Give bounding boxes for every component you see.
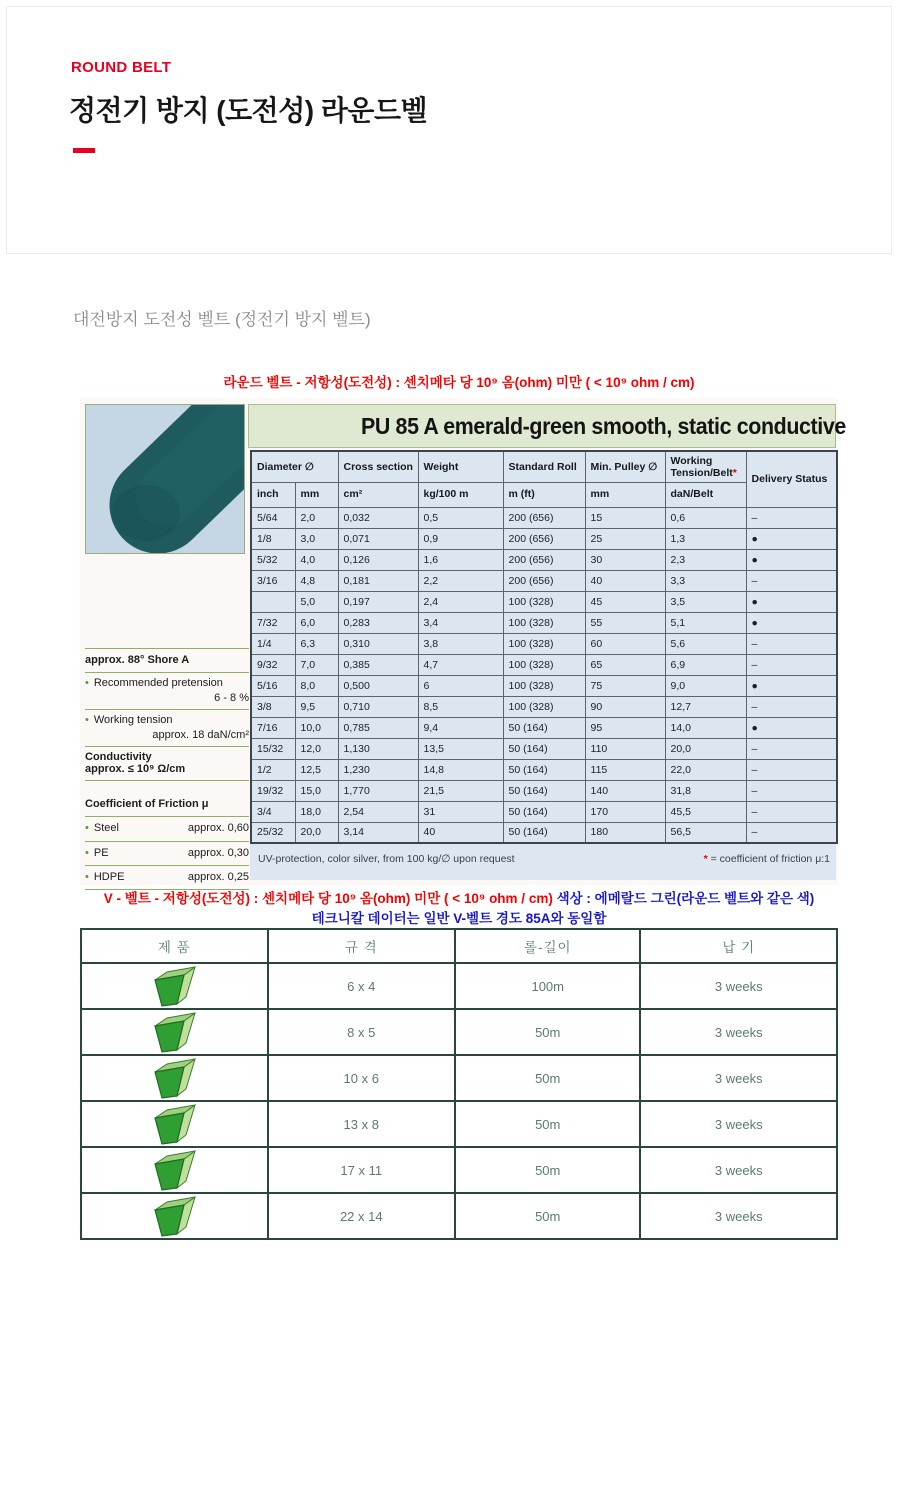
v-col-product: 제 품 [81,929,268,963]
bullet-icon: • [85,714,89,727]
cell-pulley: 170 [585,801,665,822]
cell-inch: 3/8 [251,696,295,717]
product-title: PU 85 A emerald-green smooth, static conductive [361,412,846,439]
spec-row [251,507,837,528]
cell-cross: 0,785 [338,717,418,738]
footnote-left: UV-protection, color silver, from 100 kg/∅ upon request [258,853,515,865]
pretension-item [85,673,249,709]
working-tension-value: approx. 18 daN/cm² [152,729,249,742]
cell-cross: 0,310 [338,633,418,654]
bullet-icon: • [85,846,89,859]
unit-dan: daN/Belt [665,482,746,507]
cell-weight: 1,6 [418,549,503,570]
friction-row [85,842,249,865]
cell-tension: 2,3 [665,549,746,570]
v-col-delivery: 납 기 [640,929,837,963]
footnote-right: * = coefficient of friction μ:1 [703,853,830,865]
friction-value: approx. 0,25 [187,870,249,883]
footnote-star: * [703,853,708,865]
cell-delivery-status: – [746,696,837,717]
spec-row [251,654,837,675]
col-min-pulley: Min. Pulley ∅ [585,451,665,482]
cell-pulley: 40 [585,570,665,591]
bullet-icon: • [85,677,89,689]
spec-row [251,612,837,633]
v-belt-icon [150,964,198,1008]
conductivity-item [85,747,249,780]
v-belt-table [80,928,838,1240]
cell-cross: 0,710 [338,696,418,717]
v-belt-icon [150,1102,198,1146]
cell-tension: 5,6 [665,633,746,654]
cell-delivery-status: – [746,822,837,843]
cell-roll: 100 (328) [503,696,585,717]
v-belt-product-cell [81,1055,268,1101]
catalog-scan [80,398,846,885]
cell-delivery-status: – [746,570,837,591]
v-col-roll-length: 롤-길이 [455,929,641,963]
cell-weight: 2,2 [418,570,503,591]
conductivity-value: approx. ≤ 10⁹ Ω/cm [85,763,186,776]
page-subtitle: 대전방지 도전성 벨트 (정전기 방지 벨트) [73,310,371,329]
v-table-row [81,1147,837,1193]
v-col-size: 규 격 [268,929,455,963]
v-table-header [81,929,837,963]
v-table-row [81,1055,837,1101]
cell-tension: 31,8 [665,780,746,801]
v-belt-icon [150,1148,198,1192]
cell-delivery-status: ● [746,528,837,549]
cell-mm: 12,0 [295,738,338,759]
pretension-value: 6 - 8 % [214,692,249,705]
v-belt-roll-length: 50m [455,1147,641,1193]
spec-row [251,759,837,780]
cell-cross: 0,032 [338,507,418,528]
cell-delivery-status: ● [746,549,837,570]
cell-tension: 9,0 [665,675,746,696]
v-table-row [81,1193,837,1239]
spec-row [251,822,837,843]
cell-delivery-status: – [746,738,837,759]
cell-inch: 25/32 [251,822,295,843]
cell-cross: 0,126 [338,549,418,570]
cell-mm: 10,0 [295,717,338,738]
cell-weight: 9,4 [418,717,503,738]
cell-roll: 50 (164) [503,822,585,843]
cell-inch: 19/32 [251,780,295,801]
cell-pulley: 60 [585,633,665,654]
spec-row [251,528,837,549]
friction-value: approx. 0,60 [187,822,249,835]
cell-pulley: 90 [585,696,665,717]
cell-pulley: 75 [585,675,665,696]
cell-roll: 200 (656) [503,549,585,570]
cell-delivery-status: ● [746,675,837,696]
unit-m-ft: m (ft) [503,482,585,507]
cell-roll: 50 (164) [503,780,585,801]
v-table-row [81,963,837,1009]
v-table-row [81,1101,837,1147]
v-belt-delivery: 3 weeks [640,1055,837,1101]
cell-pulley: 30 [585,549,665,570]
spec-row [251,633,837,654]
cell-roll: 50 (164) [503,759,585,780]
v-belt-delivery: 3 weeks [640,1101,837,1147]
cell-delivery-status: ● [746,717,837,738]
cell-roll: 50 (164) [503,738,585,759]
cell-mm: 15,0 [295,780,338,801]
cell-tension: 45,5 [665,801,746,822]
spec-panel [250,450,836,880]
spec-row [251,696,837,717]
v-belt-product-cell [81,1009,268,1055]
cell-pulley: 180 [585,822,665,843]
v-belt-product-cell [81,1193,268,1239]
cell-weight: 3,4 [418,612,503,633]
cell-tension: 20,0 [665,738,746,759]
cell-delivery-status: – [746,780,837,801]
cell-delivery-status: – [746,759,837,780]
cell-mm: 8,0 [295,675,338,696]
cell-mm: 7,0 [295,654,338,675]
cell-weight: 4,7 [418,654,503,675]
col-delivery-status: Delivery Status [746,451,837,507]
spec-row [251,570,837,591]
v-belt-delivery: 3 weeks [640,1009,837,1055]
unit-cm2: cm² [338,482,418,507]
tech-sidebar [85,648,249,890]
cell-mm: 4,8 [295,570,338,591]
unit-mm: mm [295,482,338,507]
cell-roll: 200 (656) [503,528,585,549]
cell-tension: 56,5 [665,822,746,843]
cell-inch: 1/2 [251,759,295,780]
cell-delivery-status: – [746,654,837,675]
footnote-star: * [732,466,737,479]
spec-table-body [251,507,837,843]
cell-mm: 18,0 [295,801,338,822]
v-belt-product-cell [81,1101,268,1147]
v-belt-product-cell [81,963,268,1009]
shore-hardness: approx. 88° Shore A [85,654,190,666]
v-belt-size: 8 x 5 [268,1009,455,1055]
pretension-label: Recommended pretension [93,677,223,689]
cell-pulley: 110 [585,738,665,759]
friction-material: Steel [93,822,119,835]
cell-mm: 6,0 [295,612,338,633]
unit-pulley-mm: mm [585,482,665,507]
round-belt-image [86,405,244,553]
cell-weight: 31 [418,801,503,822]
spec-table [250,450,838,844]
spec-row [251,717,837,738]
cell-delivery-status: – [746,633,837,654]
cell-pulley: 140 [585,780,665,801]
bullet-icon: • [85,870,89,883]
cell-inch: 1/4 [251,633,295,654]
cell-inch: 3/4 [251,801,295,822]
spec-row [251,675,837,696]
v-note-blue: 색상 : 에메랄드 그린(라운드 벨트와 같은 색) [552,891,815,906]
cell-roll: 100 (328) [503,612,585,633]
v-belt-roll-length: 50m [455,1009,641,1055]
cell-cross: 0,197 [338,591,418,612]
v-belt-icon [150,1194,198,1238]
v-belt-roll-length: 50m [455,1055,641,1101]
unit-kg: kg/100 m [418,482,503,507]
cell-cross: 0,071 [338,528,418,549]
cell-mm: 9,5 [295,696,338,717]
unit-inch: inch [251,482,295,507]
col-diameter: Diameter ∅ [251,451,338,482]
cell-mm: 5,0 [295,591,338,612]
friction-list [85,817,249,890]
cell-mm: 2,0 [295,507,338,528]
cell-roll: 100 (328) [503,654,585,675]
cell-weight: 40 [418,822,503,843]
friction-material: PE [93,846,109,859]
cell-mm: 12,5 [295,759,338,780]
page-title: 정전기 방지 (도전성) 라운드벨 [69,95,428,126]
cell-roll: 200 (656) [503,570,585,591]
cell-roll: 50 (164) [503,801,585,822]
cell-pulley: 55 [585,612,665,633]
friction-value: approx. 0,30 [187,846,249,859]
working-tension-item [85,710,249,746]
cell-cross: 0,181 [338,570,418,591]
v-table-row [81,1009,837,1055]
cell-weight: 13,5 [418,738,503,759]
round-belt-note: 라운드 벨트 - 저항성(도전성) : 센치메타 당 10⁹ 옴(ohm) 미만 ( < 10⁹ ohm / cm) [223,375,695,390]
col-working-tension: Working Tension/Belt* [665,451,746,482]
v-belt-product-cell [81,1147,268,1193]
v-belt-delivery: 3 weeks [640,963,837,1009]
v-note-red: V - 벨트 - 저항성(도전성) : 센치메타 당 10⁹ 옴(ohm) 미만 ( < 10⁹ ohm / cm) [103,891,553,906]
spec-row [251,591,837,612]
cell-tension: 3,3 [665,570,746,591]
cell-delivery-status: – [746,801,837,822]
spec-row [251,738,837,759]
friction-row [85,866,249,889]
cell-tension: 5,1 [665,612,746,633]
col-cross-section: Cross section [338,451,418,482]
cell-weight: 0,5 [418,507,503,528]
cell-mm: 6,3 [295,633,338,654]
col-standard-roll: Standard Roll [503,451,585,482]
cell-pulley: 45 [585,591,665,612]
cell-tension: 6,9 [665,654,746,675]
spec-row [251,780,837,801]
cell-tension: 12,7 [665,696,746,717]
v-belt-size: 17 x 11 [268,1147,455,1193]
v-belt-size: 13 x 8 [268,1101,455,1147]
cell-mm: 4,0 [295,549,338,570]
cell-cross: 2,54 [338,801,418,822]
cell-cross: 1,130 [338,738,418,759]
cell-cross: 1,770 [338,780,418,801]
cell-inch: 5/16 [251,675,295,696]
cell-cross: 0,385 [338,654,418,675]
cell-inch: 5/64 [251,507,295,528]
cell-weight: 0,9 [418,528,503,549]
cell-tension: 0,6 [665,507,746,528]
friction-row [85,817,249,840]
v-belt-note-line2: 테크니칼 데이터는 일반 V-벨트 경도 85A와 동일함 [311,911,607,926]
v-belt-delivery: 3 weeks [640,1147,837,1193]
v-belt-roll-length: 50m [455,1193,641,1239]
cell-inch: 1/8 [251,528,295,549]
working-tension-label: Working tension [93,714,173,727]
col-weight: Weight [418,451,503,482]
cell-pulley: 15 [585,507,665,528]
title-accent-dash [73,148,95,153]
cell-tension: 14,0 [665,717,746,738]
cell-weight: 6 [418,675,503,696]
cell-inch: 7/16 [251,717,295,738]
cell-tension: 3,5 [665,591,746,612]
v-belt-note-line1 [80,887,838,907]
spec-row [251,549,837,570]
v-belt-size: 6 x 4 [268,963,455,1009]
v-belt-roll-length: 100m [455,963,641,1009]
cell-weight: 8,5 [418,696,503,717]
category-label: ROUND BELT [71,59,172,76]
cell-cross: 0,283 [338,612,418,633]
cell-tension: 1,3 [665,528,746,549]
round-belt-photo [85,404,245,554]
cell-cross: 3,14 [338,822,418,843]
spacer [85,781,249,793]
v-belt-roll-length: 50m [455,1101,641,1147]
cell-inch: 3/16 [251,570,295,591]
cell-inch: 5/32 [251,549,295,570]
v-belt-delivery: 3 weeks [640,1193,837,1239]
cell-roll: 100 (328) [503,675,585,696]
friction-material: HDPE [93,870,125,883]
cell-inch: 15/32 [251,738,295,759]
cell-inch [251,591,295,612]
cell-inch: 7/32 [251,612,295,633]
header-card [6,6,892,254]
cell-cross: 1,230 [338,759,418,780]
cell-pulley: 25 [585,528,665,549]
friction-title: Coefficient of Friction μ [85,798,209,811]
cell-weight: 2,4 [418,591,503,612]
product-title-band [248,404,846,448]
cell-mm: 20,0 [295,822,338,843]
cell-roll: 100 (328) [503,633,585,654]
v-table-body [81,963,837,1239]
conductivity-label: Conductivity [85,751,152,764]
cell-roll: 100 (328) [503,591,585,612]
cell-roll: 200 (656) [503,507,585,528]
cell-delivery-status: ● [746,612,837,633]
cell-inch: 9/32 [251,654,295,675]
spec-row [251,801,837,822]
cell-mm: 3,0 [295,528,338,549]
v-belt-size: 10 x 6 [268,1055,455,1101]
cell-weight: 21,5 [418,780,503,801]
cell-roll: 50 (164) [503,717,585,738]
cell-pulley: 65 [585,654,665,675]
cell-pulley: 115 [585,759,665,780]
cell-weight: 3,8 [418,633,503,654]
cell-delivery-status: – [746,507,837,528]
v-belt-icon [150,1056,198,1100]
cell-tension: 22,0 [665,759,746,780]
bullet-icon: • [85,822,89,835]
table-footnotes [250,844,836,865]
cell-cross: 0,500 [338,675,418,696]
cell-pulley: 95 [585,717,665,738]
v-belt-size: 22 x 14 [268,1193,455,1239]
cell-delivery-status: ● [746,591,837,612]
cell-weight: 14,8 [418,759,503,780]
v-belt-icon [150,1010,198,1054]
